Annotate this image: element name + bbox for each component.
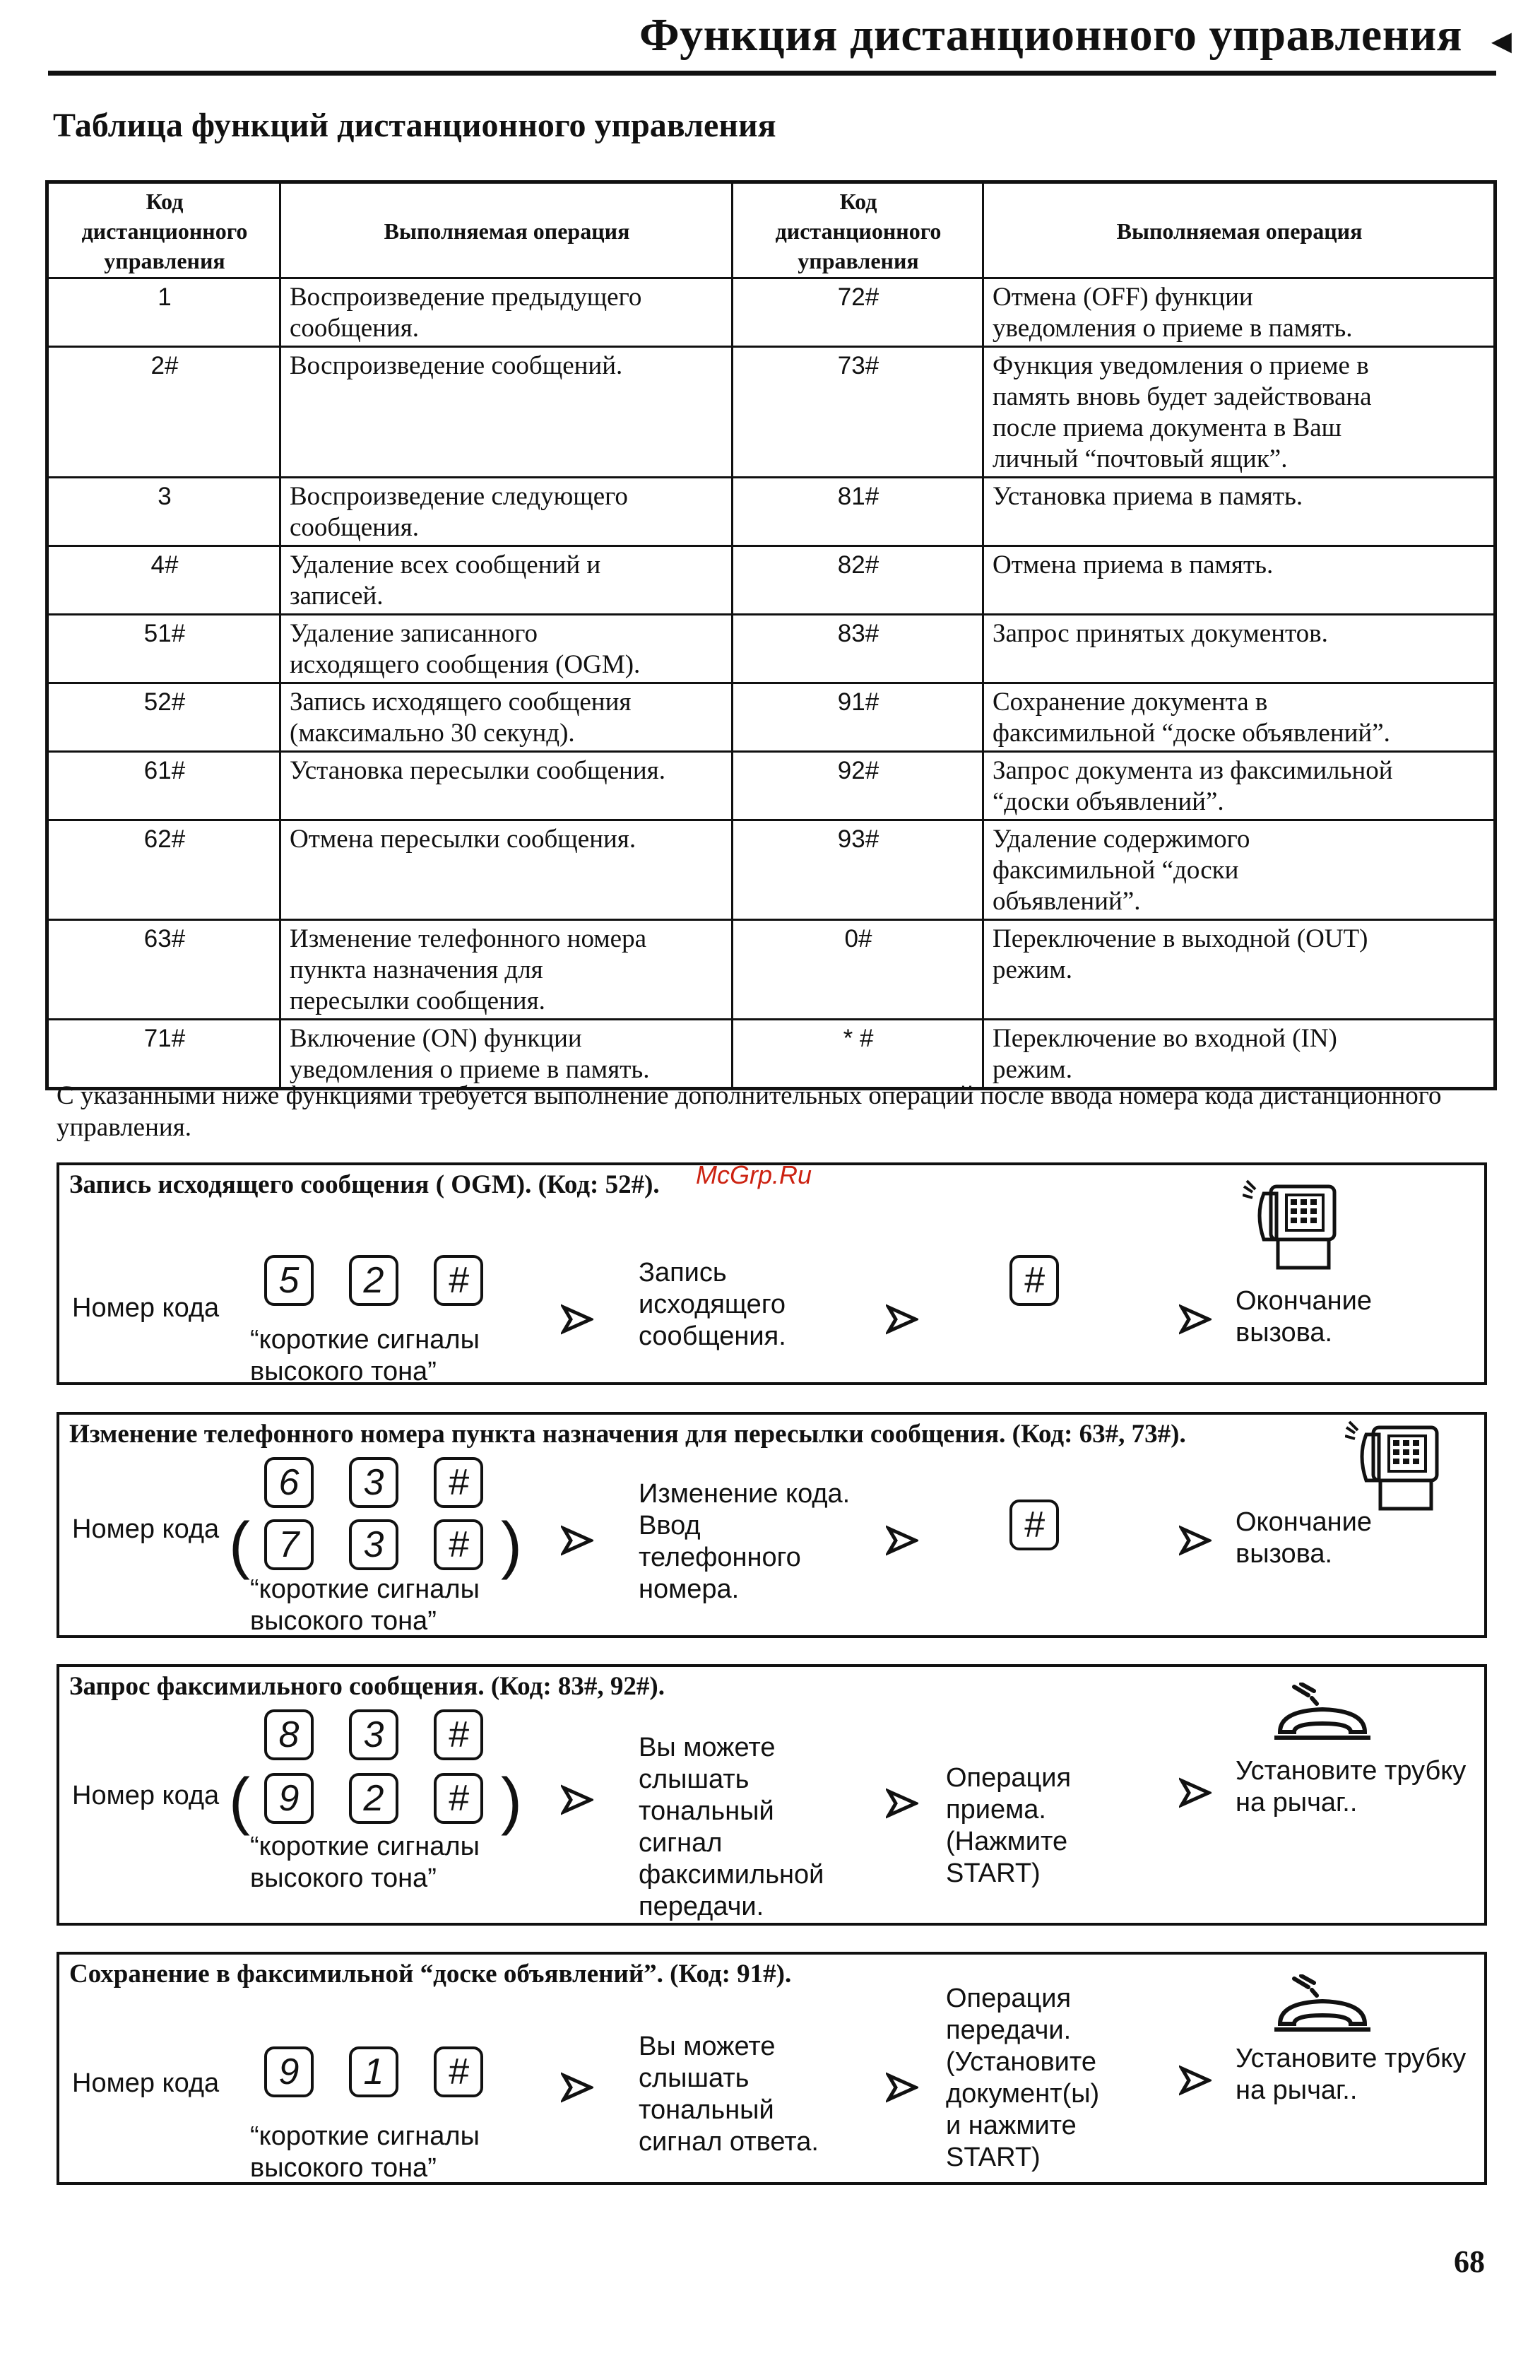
cell-operation <box>280 920 733 1020</box>
cell-line: Запрос принятых документов. <box>993 619 1328 648</box>
code-number-label: Номер кода <box>72 1293 220 1323</box>
cell-line: Удаление содержимого <box>993 825 1250 854</box>
key-9-icon: 9 <box>264 2046 314 2097</box>
fax-phone-icon <box>1243 1179 1345 1271</box>
cell-operation <box>983 278 1495 347</box>
cell-operation <box>280 546 733 615</box>
key-hash-icon: # <box>434 1255 483 1306</box>
step-arrow-icon <box>1179 1303 1212 1336</box>
header-arrow-icon: ◂ <box>1491 17 1512 63</box>
cell-remote-code: 72# <box>733 278 983 347</box>
step-arrow-icon <box>886 2071 918 2104</box>
cell-remote-code: 92# <box>733 752 983 820</box>
cell-operation <box>280 347 733 478</box>
procedure-box-fax-polling <box>57 1664 1487 1926</box>
cell-line: Отмена приема в память. <box>993 550 1274 579</box>
cell-operation <box>280 478 733 546</box>
cell-line: (максимально 30 секунд). <box>290 719 575 748</box>
cell-operation <box>983 820 1495 920</box>
watermark: McGrp.Ru <box>696 1160 812 1189</box>
step-arrow-icon <box>1179 1524 1212 1557</box>
cell-line: Переключение в выходной (OUT) <box>993 924 1368 953</box>
cell-line: факсимильной “доски <box>993 856 1239 885</box>
key-hash-icon: # <box>434 1519 483 1570</box>
step-change-code: Изменение кода. Ввод телефонного номера. <box>639 1479 851 1604</box>
key-5-icon: 5 <box>264 1255 314 1306</box>
step-arrow-icon <box>561 1784 593 1816</box>
cell-line: Удаление записанного <box>290 619 538 648</box>
beep-note: “короткие сигналы высокого тона” <box>250 1325 480 1386</box>
key-hash-icon: # <box>434 1709 483 1760</box>
key-hash-icon: # <box>1009 1255 1059 1306</box>
step-fax-tone: Вы можете слышать тональный сигнал факсимильной передачи. <box>639 1733 824 1921</box>
cell-remote-code: 71# <box>47 1020 280 1089</box>
cell-remote-code: 82# <box>733 546 983 615</box>
table-row <box>47 683 1495 752</box>
col-header-operation: Выполняемая операция <box>280 182 733 278</box>
cell-remote-code: 4# <box>47 546 280 615</box>
cell-line: память вновь будет задействована <box>993 382 1372 411</box>
cell-operation <box>280 683 733 752</box>
box-title: Изменение телефонного номера пункта назначения для пересылки сообщения. (Код: 63#, 73#). <box>69 1420 1186 1449</box>
cell-remote-code: 91# <box>733 683 983 752</box>
key-2-icon: 2 <box>349 1255 398 1306</box>
cell-line: Удаление всех сообщений и <box>290 550 601 579</box>
end-call-text: Окончание вызова. <box>1236 1507 1373 1569</box>
cell-line: Отмена (OFF) функции <box>993 283 1253 312</box>
box-title: Сохранение в факсимильной “доске объявлений”. (Код: 91#). <box>69 1960 792 1989</box>
cell-operation <box>983 347 1495 478</box>
table-row <box>47 347 1495 478</box>
step-answer-tone: Вы можете слышать тональный сигнал ответа. <box>639 2032 819 2157</box>
cell-line: Функция уведомления о приеме в <box>993 351 1369 380</box>
cell-remote-code: 2# <box>47 347 280 478</box>
paren-close: ) <box>501 1510 522 1581</box>
cell-line: Изменение телефонного номера <box>290 924 647 953</box>
step-arrow-icon <box>561 2071 593 2104</box>
handset-hang-up-icon <box>1273 1683 1372 1746</box>
cell-operation <box>983 1020 1495 1089</box>
table-row <box>47 615 1495 683</box>
cell-line: после приема документа в Ваш <box>993 413 1342 442</box>
cell-line: Запись исходящего сообщения <box>290 688 632 717</box>
cell-line: личный “почтовый ящик”. <box>993 444 1288 473</box>
key-9-icon: 9 <box>264 1773 314 1824</box>
cell-operation <box>280 615 733 683</box>
key-3-icon: 3 <box>349 1457 398 1508</box>
step-arrow-icon <box>1179 1777 1212 1809</box>
key-6-icon: 6 <box>264 1457 314 1508</box>
step-arrow-icon <box>561 1303 593 1336</box>
key-hash-icon: # <box>434 1773 483 1824</box>
cell-line: Запрос документа из факсимильной <box>993 756 1393 785</box>
key-8-icon: 8 <box>264 1709 314 1760</box>
cell-operation <box>983 920 1495 1020</box>
cell-line: уведомления о приеме в память. <box>290 1055 650 1084</box>
cell-line: уведомления о приеме в память. <box>993 314 1353 343</box>
cell-line: исходящего сообщения (OGM). <box>290 650 641 679</box>
cell-line: объявлений”. <box>993 887 1141 916</box>
cell-operation <box>280 752 733 820</box>
cell-operation <box>280 820 733 920</box>
cell-remote-code: 93# <box>733 820 983 920</box>
box-title: Запись исходящего сообщения ( OGM). (Код: 52#). <box>69 1170 660 1199</box>
cell-line: записей. <box>290 582 384 611</box>
paren-close: ) <box>501 1766 522 1837</box>
page-number: 68 <box>1454 2244 1485 2279</box>
table-header-row <box>47 182 1495 278</box>
code-number-label: Номер кода <box>72 1781 220 1810</box>
page-header-title: Функция дистанционного управления <box>639 9 1462 61</box>
code-number-label: Номер кода <box>72 1514 220 1544</box>
paren-open: ( <box>229 1510 250 1581</box>
cell-line: Установка пересылки сообщения. <box>290 756 665 785</box>
beep-note: “короткие сигналы высокого тона” <box>250 1574 480 1636</box>
key-hash-icon: # <box>434 1457 483 1508</box>
key-hash-icon: # <box>434 2046 483 2097</box>
cell-remote-code: 0# <box>733 920 983 1020</box>
procedure-box-ogm-recording <box>57 1162 1487 1385</box>
key-2-icon: 2 <box>349 1773 398 1824</box>
step-arrow-icon <box>886 1787 918 1820</box>
box-title: Запрос факсимильного сообщения. (Код: 83#, 92#). <box>69 1672 665 1701</box>
table-row <box>47 478 1495 546</box>
cell-operation <box>983 478 1495 546</box>
cell-remote-code: 51# <box>47 615 280 683</box>
cell-remote-code: 83# <box>733 615 983 683</box>
key-3-icon: 3 <box>349 1709 398 1760</box>
cell-operation <box>983 546 1495 615</box>
step-transmit-operation: Операция передачи. (Установите документ(ы) и нажмите START) <box>946 1984 1100 2172</box>
note-text: С указанными ниже функциями требуется выполнение дополнительных операций после ввода номера кода дистанционного управления. <box>57 1081 1442 1142</box>
cell-line: пункта назначения для <box>290 955 543 984</box>
cell-remote-code: 52# <box>47 683 280 752</box>
cell-line: “доски объявлений”. <box>993 787 1224 816</box>
table-row <box>47 920 1495 1020</box>
cell-remote-code: 3 <box>47 478 280 546</box>
paren-open: ( <box>229 1766 250 1837</box>
cell-line: Переключение во входной (IN) <box>993 1024 1337 1053</box>
cell-operation <box>983 615 1495 683</box>
cell-operation <box>983 752 1495 820</box>
col-header-operation: Выполняемая операция <box>983 182 1495 278</box>
cell-line: Включение (ON) функции <box>290 1024 582 1053</box>
cell-remote-code: 81# <box>733 478 983 546</box>
key-1-icon: 1 <box>349 2046 398 2097</box>
cell-line: Отмена пересылки сообщения. <box>290 825 636 854</box>
code-number-label: Номер кода <box>72 2068 220 2098</box>
cell-operation <box>280 1020 733 1089</box>
procedure-box-bulletin-board <box>57 1952 1487 2185</box>
cell-operation <box>280 278 733 347</box>
step-arrow-icon <box>561 1524 593 1557</box>
table-row <box>47 1020 1495 1089</box>
step-arrow-icon <box>1179 2064 1212 2097</box>
cell-line: Воспроизведение следующего <box>290 482 628 511</box>
cell-line: Воспроизведение предыдущего <box>290 283 642 312</box>
cell-line: сообщения. <box>290 314 420 343</box>
section-title: Таблица функций дистанционного управления <box>53 107 776 144</box>
cell-remote-code: 61# <box>47 752 280 820</box>
cell-line: сообщения. <box>290 513 420 542</box>
beep-note: “короткие сигналы высокого тона” <box>250 2121 480 2183</box>
col-header-code: Код дистанционного управления <box>47 182 280 278</box>
end-call-text: Окончание вызова. <box>1236 1286 1373 1348</box>
cell-line: факсимильной “доске объявлений”. <box>993 719 1390 748</box>
cell-line: пересылки сообщения. <box>290 986 545 1015</box>
key-3-icon: 3 <box>349 1519 398 1570</box>
step-record-message: Запись исходящего сообщения. <box>639 1258 786 1351</box>
cell-remote-code: 62# <box>47 820 280 920</box>
key-hash-icon: # <box>1009 1500 1059 1550</box>
cell-line: Сохранение документа в <box>993 688 1268 717</box>
step-receive-operation: Операция приема. (Нажмите START) <box>946 1763 1072 1888</box>
cell-line: Воспроизведение сообщений. <box>290 351 623 380</box>
cell-line: режим. <box>993 1055 1072 1084</box>
header-rule <box>48 71 1496 76</box>
cell-remote-code: 73# <box>733 347 983 478</box>
cell-remote-code: * # <box>733 1020 983 1089</box>
cell-operation <box>983 683 1495 752</box>
cell-remote-code: 63# <box>47 920 280 1020</box>
cell-remote-code: 1 <box>47 278 280 347</box>
cell-line: Установка приема в память. <box>993 482 1303 511</box>
cell-line: режим. <box>993 955 1072 984</box>
fax-phone-icon <box>1345 1420 1447 1512</box>
remote-function-table <box>45 180 1497 1090</box>
step-arrow-icon <box>886 1524 918 1557</box>
col-header-code: Код дистанционного управления <box>733 182 983 278</box>
hang-up-text: Установите трубку на рычаг.. <box>1236 1756 1467 1818</box>
table-row <box>47 546 1495 615</box>
handset-hang-up-icon <box>1273 1974 1372 2038</box>
key-7-icon: 7 <box>264 1519 314 1570</box>
hang-up-text: Установите трубку на рычаг.. <box>1236 2044 1467 2105</box>
table-row <box>47 752 1495 820</box>
beep-note: “короткие сигналы высокого тона” <box>250 1832 480 1893</box>
step-arrow-icon <box>886 1303 918 1336</box>
table-row <box>47 820 1495 920</box>
table-row <box>47 278 1495 347</box>
procedure-box-forwarding-number <box>57 1412 1487 1638</box>
